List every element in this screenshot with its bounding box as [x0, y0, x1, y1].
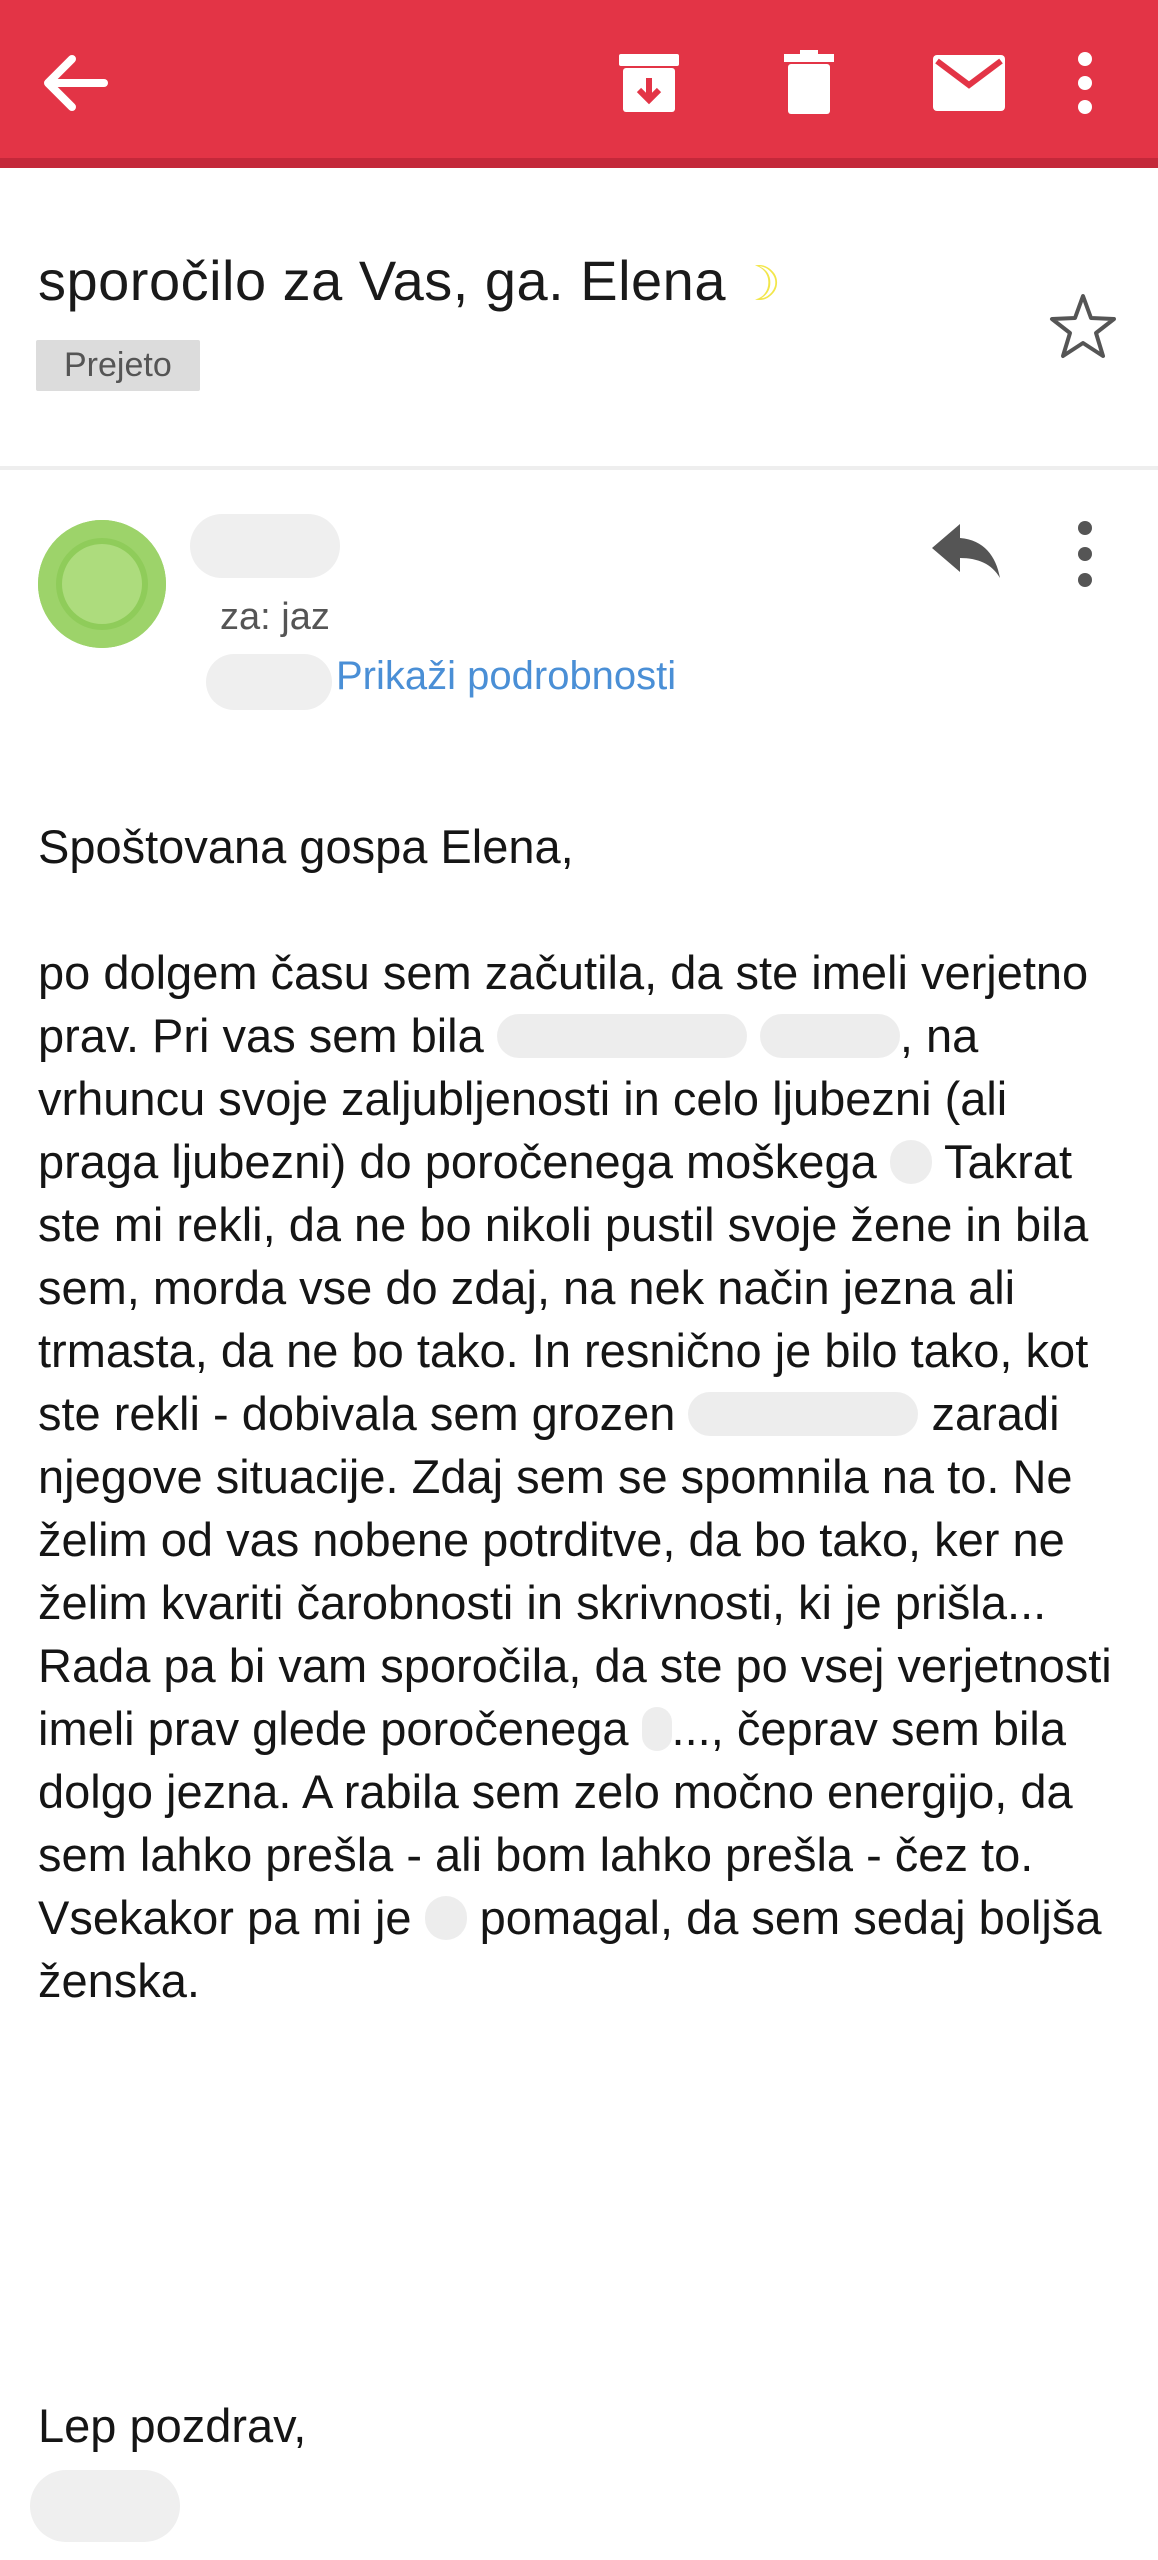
moon-emoji-icon: ☽ [737, 258, 782, 311]
redacted-sender-address [206, 654, 332, 710]
redacted-text [890, 1140, 932, 1184]
redacted-signature [30, 2470, 180, 2542]
message-subject [38, 248, 782, 313]
greeting: Spoštovana gospa Elena, [38, 820, 574, 873]
redacted-text [497, 1014, 747, 1058]
redacted-text [760, 1014, 900, 1058]
archive-icon[interactable] [604, 38, 694, 128]
divider [0, 466, 1158, 470]
body-paragraph [38, 941, 1128, 2012]
redacted-text [688, 1392, 918, 1436]
reply-icon[interactable] [926, 516, 1006, 586]
redacted-sender-name [190, 514, 340, 578]
body-text-6: pomagal, da sem sedaj boljša ženska. [38, 1891, 1102, 2007]
body-text-1: po dolgem času sem začutila, da ste imeli verjetno prav. Pri vas sem bila [38, 946, 1089, 1062]
recipient-line: za: jaz [220, 596, 330, 638]
back-arrow-icon[interactable] [30, 38, 120, 128]
redacted-text [425, 1896, 467, 1940]
label-chip-inbox[interactable]: Prejeto [36, 340, 200, 391]
body-text-3: Takrat ste mi rekli, da ne bo nikoli pustil svoje žene in bila sem, morda vse do zdaj, na nek način jezna ali trmasta, da ne bo tako. In resnično je bilo tako, kot ste rekli - dobivala sem grozen [38, 1135, 1089, 1440]
show-details-link[interactable]: Prikaži podrobnosti [336, 654, 677, 698]
message-body [38, 815, 1128, 2012]
message-more-icon[interactable] [1060, 516, 1110, 596]
star-icon[interactable] [1048, 292, 1118, 362]
body-text-2: , na vrhuncu svoje zaljubljenosti in celo ljubezni (ali praga ljubezni) do poročenega moškega [38, 1009, 1008, 1188]
mark-unread-icon[interactable] [924, 38, 1014, 128]
body-text-4: zaradi njegove situacije. Zdaj sem se spomnila na to. Ne želim od vas nobene potrditve, da bo tako, ker ne želim kvariti čarobnosti in skrivnosti, ki je prišla... Rada pa bi vam sporočila, da ste po vsej verjetnosti imeli prav glede poročenega [38, 1387, 1112, 1755]
delete-icon[interactable] [764, 38, 854, 128]
body-text-5: ..., čeprav sem bila dolgo jezna. A rabila sem zelo močno energijo, da sem lahko prešla - ali bom lahko prešla - čez to. Vsekakor pa mi je [38, 1702, 1073, 1944]
closing: Lep pozdrav, [38, 2399, 307, 2452]
more-vert-icon[interactable] [1040, 38, 1130, 128]
redacted-text [642, 1707, 672, 1751]
sender-avatar[interactable] [38, 520, 166, 648]
top-app-bar [0, 0, 1158, 168]
subject-text: sporočilo za Vas, ga. Elena [38, 249, 726, 312]
